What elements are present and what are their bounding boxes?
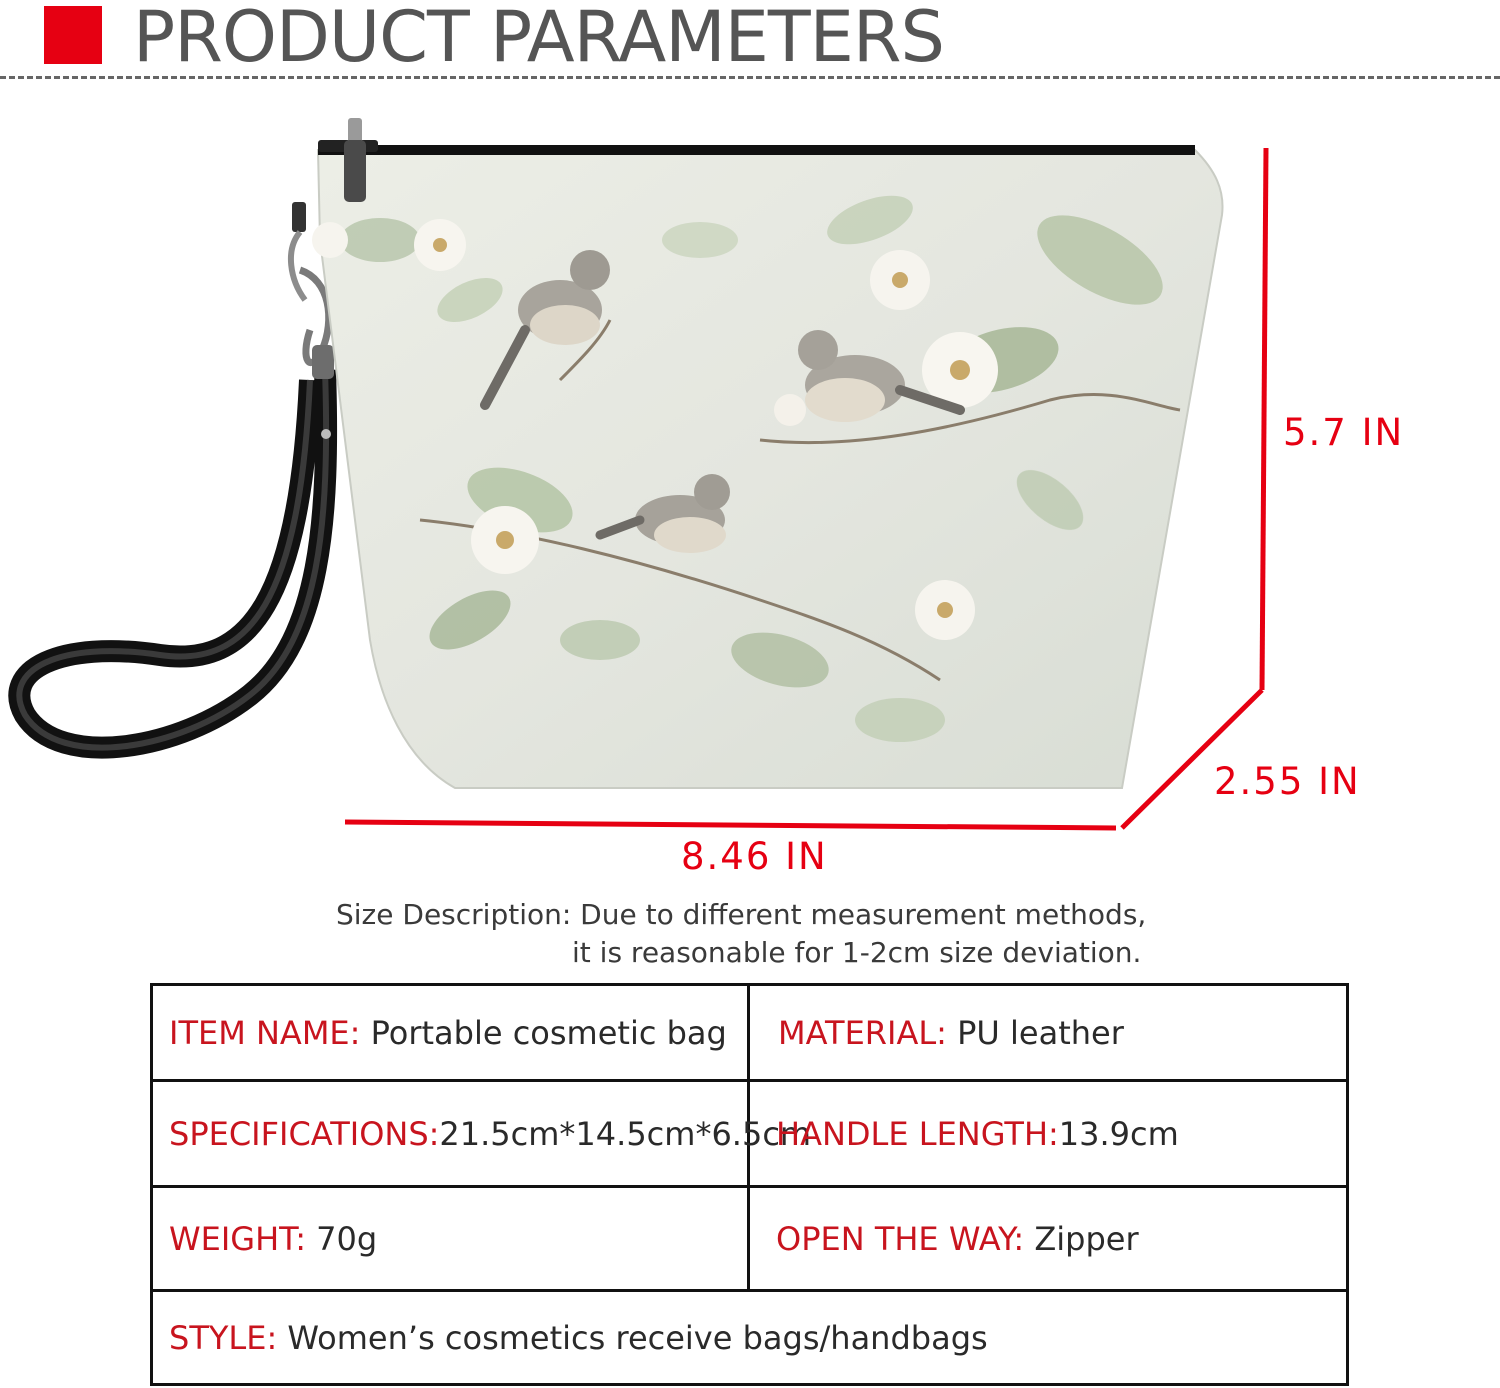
spec-style [152, 1291, 1348, 1385]
header-accent-square [44, 6, 102, 64]
spec-value: 13.9cm [1058, 1114, 1179, 1153]
spec-label: SPECIFICATIONS: [169, 1114, 440, 1153]
size-description-line-2: it is reasonable for 1-2cm size deviation. [572, 936, 1142, 969]
page-title: PRODUCT PARAMETERS [133, 0, 944, 78]
spec-value: Zipper [1034, 1219, 1139, 1258]
spec-table [150, 983, 1349, 1386]
spec-value: PU leather [957, 1013, 1124, 1052]
table-row [152, 1291, 1348, 1385]
spec-weight [152, 1187, 749, 1291]
table-row [152, 1081, 1348, 1187]
spec-item-name [152, 985, 749, 1081]
table-row [152, 985, 1348, 1081]
table-row [152, 1187, 1348, 1291]
spec-label: OPEN THE WAY: [776, 1219, 1025, 1258]
spec-label: STYLE: [169, 1318, 278, 1357]
spec-specifications [152, 1081, 812, 1187]
spec-value: 70g [316, 1219, 378, 1258]
size-description-line-1: Size Description: Due to different measurement methods, [336, 898, 1147, 931]
spec-label: HANDLE LENGTH: [776, 1114, 1059, 1153]
wrist-strap [19, 370, 331, 748]
spec-handle-length [749, 1081, 1348, 1187]
width-dimension-label: 8.46 IN [681, 835, 828, 878]
spec-value: Portable cosmetic bag [370, 1013, 727, 1052]
spec-value: 21.5cm*14.5cm*6.5cm [439, 1114, 812, 1153]
depth-dimension-label: 2.55 IN [1214, 760, 1361, 803]
spec-label: WEIGHT: [169, 1219, 306, 1258]
spec-material [749, 985, 1348, 1081]
header-divider [0, 76, 1500, 79]
spec-open-the-way [749, 1187, 1348, 1291]
spec-value: Women’s cosmetics receive bags/handbags [287, 1318, 988, 1357]
spec-label: ITEM NAME: [169, 1013, 361, 1052]
spec-label: MATERIAL: [778, 1013, 947, 1052]
height-dimension-label: 5.7 IN [1283, 411, 1405, 454]
